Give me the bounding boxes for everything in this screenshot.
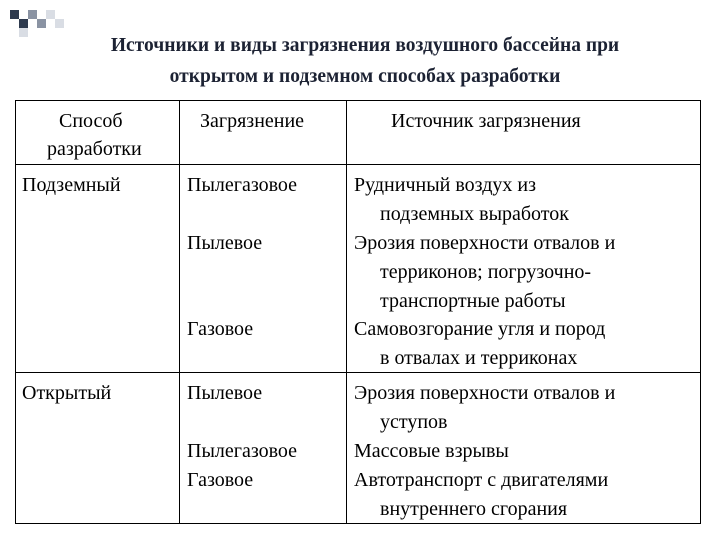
pollution-source (354, 437, 509, 466)
source-line: транспортные работы (380, 290, 566, 312)
source-line: внутреннего сгорания (380, 498, 568, 520)
source-line: Автотранспорт с двигателями (354, 469, 609, 491)
pollution-source (354, 171, 569, 229)
title-line-2: открытом и подземном способах разработки (169, 66, 561, 87)
pollution-type: Пылевое (187, 232, 263, 254)
header-divider (16, 164, 700, 165)
source-line: в отвалах и терриконах (380, 347, 578, 369)
header-method-line2: разработки (47, 138, 142, 160)
pollution-source (354, 379, 615, 437)
pollution-source (354, 315, 605, 373)
pollution-type: Газовое (187, 318, 254, 340)
row-method: Открытый (22, 382, 112, 404)
slide-title (40, 30, 690, 92)
header-source: Источник загрязнения (391, 110, 581, 132)
pollution-table (15, 100, 701, 524)
row-method: Подземный (22, 174, 121, 196)
column-divider (346, 101, 347, 523)
source-line: Рудничный воздух из (354, 174, 536, 196)
pollution-source (354, 466, 608, 524)
source-line: терриконов; погрузочно- (380, 261, 592, 283)
pollution-type: Пылегазовое (187, 440, 298, 462)
pollution-type: Пылегазовое (187, 174, 298, 196)
source-line: Массовые взрывы (354, 440, 509, 462)
source-line: подземных выработок (380, 203, 569, 225)
source-line: Эрозия поверхности отвалов и (354, 382, 616, 404)
source-line: уступов (380, 411, 448, 433)
source-line: Самовозгорание угля и пород (354, 318, 606, 340)
pollution-type: Газовое (187, 469, 254, 491)
header-method-line1: Способ (59, 110, 123, 132)
source-line: Эрозия поверхности отвалов и (354, 232, 616, 254)
pollution-type: Пылевое (187, 382, 263, 404)
title-line-1: Источники и виды загрязнения воздушного бассейна при (110, 35, 620, 56)
header-pollution: Загрязнение (200, 110, 305, 132)
column-divider (179, 101, 180, 523)
pollution-source (354, 229, 615, 316)
